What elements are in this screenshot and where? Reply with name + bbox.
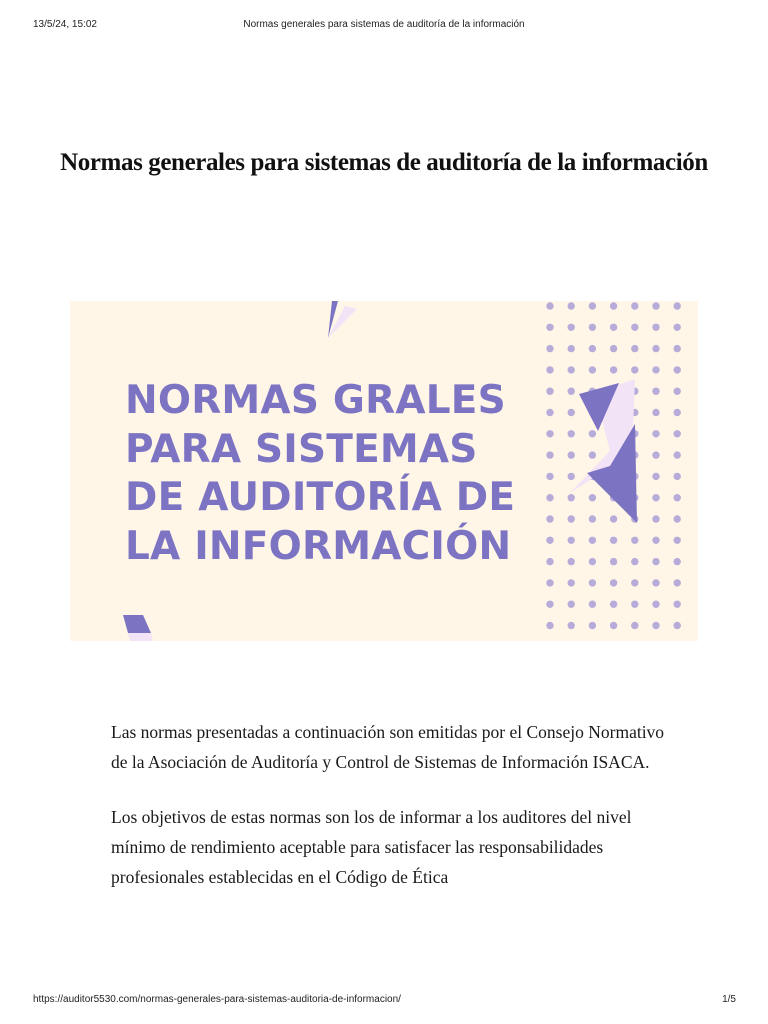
- decor-dot: [610, 302, 617, 309]
- decor-dot: [652, 515, 659, 522]
- decor-dot: [674, 473, 681, 480]
- hero-line: DE AUDITORÍA DE: [125, 475, 516, 520]
- decor-dot: [568, 579, 575, 586]
- decor-dot: [589, 579, 596, 586]
- decor-dot: [546, 345, 553, 352]
- decor-dot: [589, 430, 596, 437]
- decor-dot: [674, 366, 681, 373]
- decor-dot: [546, 388, 553, 395]
- decor-dot: [568, 537, 575, 544]
- decor-dot: [568, 601, 575, 608]
- decor-dot: [674, 515, 681, 522]
- decor-dot: [568, 515, 575, 522]
- decor-dot: [674, 494, 681, 501]
- decor-dot: [589, 345, 596, 352]
- decor-dot: [674, 409, 681, 416]
- decor-dot: [674, 302, 681, 309]
- decor-dot: [568, 388, 575, 395]
- decor-dot: [546, 409, 553, 416]
- decor-dot: [652, 388, 659, 395]
- decor-dot: [674, 451, 681, 458]
- decor-dot: [546, 601, 553, 608]
- decor-dot: [652, 579, 659, 586]
- decor-dot: [610, 515, 617, 522]
- decor-dot: [568, 473, 575, 480]
- decor-dot: [610, 601, 617, 608]
- decor-dot: [652, 558, 659, 565]
- decor-dot: [652, 451, 659, 458]
- decor-dot: [610, 537, 617, 544]
- decor-dot: [589, 366, 596, 373]
- decor-dot: [631, 324, 638, 331]
- decor-dot: [652, 537, 659, 544]
- decor-dot: [652, 430, 659, 437]
- decor-dot: [631, 302, 638, 309]
- decor-dot: [652, 366, 659, 373]
- decor-dot: [652, 601, 659, 608]
- print-datetime: 13/5/24, 15:02: [33, 19, 97, 30]
- decor-dot: [610, 622, 617, 629]
- print-page-title: Normas generales para sistemas de auditoría de la información: [243, 19, 525, 30]
- decor-dot: [610, 579, 617, 586]
- decor-dot: [652, 622, 659, 629]
- decor-dot: [589, 622, 596, 629]
- decor-dot: [568, 345, 575, 352]
- decor-dot: [674, 388, 681, 395]
- decor-dot: [652, 473, 659, 480]
- page-indicator: 1/5: [722, 994, 736, 1005]
- decor-dot: [568, 324, 575, 331]
- decor-dot: [546, 451, 553, 458]
- decor-dot: [589, 537, 596, 544]
- decor-dot: [652, 409, 659, 416]
- bottom-purple-triangle: [123, 615, 151, 633]
- paragraph: Los objetivos de estas normas son los de informar a los auditores del nivel mínimo de rendimiento aceptable para satisfacer las responsabilidades profesionales establecidas en el Código de Ética: [111, 807, 632, 887]
- decor-dot: [568, 430, 575, 437]
- decor-dot: [674, 430, 681, 437]
- hero-image: [70, 301, 698, 641]
- decor-dot: [568, 622, 575, 629]
- decor-dot: [631, 366, 638, 373]
- decor-dot: [568, 494, 575, 501]
- decor-dot: [589, 451, 596, 458]
- decor-dot: [546, 366, 553, 373]
- decor-dot: [546, 324, 553, 331]
- decor-dot: [674, 622, 681, 629]
- decor-dot: [546, 430, 553, 437]
- decor-dot: [546, 494, 553, 501]
- decor-dot: [546, 473, 553, 480]
- decor-dot: [674, 558, 681, 565]
- decor-dot: [652, 345, 659, 352]
- hero-line: PARA SISTEMAS: [125, 426, 478, 472]
- decor-dot: [674, 324, 681, 331]
- decor-dot: [589, 302, 596, 309]
- paragraph: Las normas presentadas a continuación son emitidas por el Consejo Normativo de la Asociación de Auditoría y Control de Sistemas de Información ISACA.: [111, 722, 665, 772]
- decor-dot: [568, 302, 575, 309]
- hero-line: NORMAS GRALES: [125, 378, 506, 423]
- decor-dot: [546, 537, 553, 544]
- decor-dot: [589, 558, 596, 565]
- decor-dot: [546, 558, 553, 565]
- decor-dot: [631, 579, 638, 586]
- decor-dot: [674, 537, 681, 544]
- decor-dot: [652, 302, 659, 309]
- decor-dot: [546, 622, 553, 629]
- decor-dot: [546, 302, 553, 309]
- decor-dot: [631, 345, 638, 352]
- print-url: https://auditor5530.com/normas-generales-para-sistemas-auditoria-de-informacion/: [33, 994, 401, 1005]
- decor-dot: [631, 601, 638, 608]
- decor-dot: [568, 366, 575, 373]
- decor-dot: [610, 345, 617, 352]
- decor-dot: [652, 494, 659, 501]
- article-title: Normas generales para sistemas de auditoría de la información: [60, 149, 708, 176]
- decor-dot: [589, 324, 596, 331]
- decor-dot: [652, 324, 659, 331]
- decor-dot: [568, 451, 575, 458]
- decor-dot: [568, 409, 575, 416]
- print-header: [0, 0, 768, 30]
- decor-dot: [589, 494, 596, 501]
- bottom-light-triangle: [128, 633, 153, 641]
- decor-dot: [610, 366, 617, 373]
- decor-dot: [546, 515, 553, 522]
- decor-dot: [610, 324, 617, 331]
- decor-dot: [631, 537, 638, 544]
- hero-heading: [125, 377, 545, 571]
- decor-dot: [631, 622, 638, 629]
- hero-line: LA INFORMACIÓN: [125, 523, 512, 569]
- decor-dot: [610, 558, 617, 565]
- decor-dot: [674, 579, 681, 586]
- decor-dot: [631, 558, 638, 565]
- article-body: [111, 717, 671, 917]
- decor-dot: [589, 601, 596, 608]
- decor-dot: [568, 558, 575, 565]
- decor-dot: [589, 515, 596, 522]
- decor-dot: [546, 579, 553, 586]
- decor-dot: [674, 601, 681, 608]
- decor-dot: [674, 345, 681, 352]
